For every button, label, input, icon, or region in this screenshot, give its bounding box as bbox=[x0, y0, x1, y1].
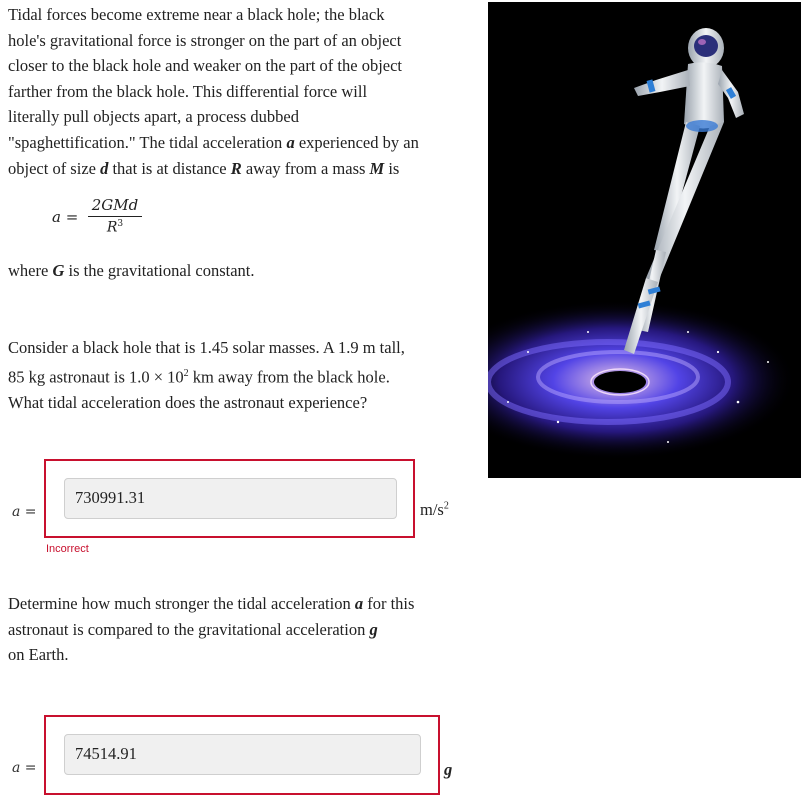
answer2-label: a = bbox=[12, 760, 37, 776]
question2-paragraph bbox=[8, 591, 478, 668]
intro-line: literally pull objects apart, a process dubbed bbox=[8, 107, 299, 127]
intro-line: farther from the black hole. This differential force will bbox=[8, 81, 368, 101]
problem-line: What tidal acceleration does the astronaut experience? bbox=[8, 392, 368, 412]
problem-paragraph bbox=[8, 335, 478, 415]
answer1-status: Incorrect bbox=[46, 543, 89, 555]
intro-line: hole's gravitational force is stronger on the part of an object bbox=[8, 30, 402, 50]
intro-line: Tidal forces become extreme near a black hole; the black bbox=[8, 5, 385, 24]
intro-paragraph bbox=[8, 2, 478, 181]
question2-line: astronaut is compared to the gravitational acceleration g bbox=[8, 619, 378, 639]
equation-denominator: $R^3$ bbox=[106, 219, 124, 236]
question2-line: on Earth. bbox=[8, 645, 69, 665]
problem-line: Consider a black hole that is 1.45 solar masses. A 1.9 m tall, bbox=[8, 338, 405, 357]
question2-line: Determine how much stronger the tidal acceleration a for this bbox=[8, 594, 415, 613]
astronaut bbox=[624, 28, 744, 354]
where-text: where G is the gravitational constant. bbox=[8, 261, 255, 280]
answer1-label: a = bbox=[12, 504, 37, 520]
intro-line: object of size d that is at distance R away from a mass M is bbox=[8, 158, 400, 178]
equation-lhs: a = bbox=[52, 208, 79, 226]
illustration-svg bbox=[488, 2, 801, 478]
problem-line: 85 kg astronaut is $1.0 \times 10^2$ km away from the black hole. bbox=[8, 367, 390, 387]
answer1-input[interactable]: 730991.31 bbox=[64, 478, 397, 519]
intro-line: "spaghettification." The tidal acceleration a experienced by an bbox=[8, 132, 419, 152]
astronaut-black-hole-image bbox=[488, 2, 801, 478]
answer1-unit: $m/s^2$ bbox=[420, 500, 449, 519]
intro-line: closer to the black hole and weaker on the part of the object bbox=[8, 56, 403, 76]
equation-fraction bbox=[88, 196, 142, 236]
answer2-unit: g bbox=[444, 760, 453, 779]
answer2-input[interactable]: 74514.91 bbox=[64, 734, 421, 775]
equation-numerator: 2GMd bbox=[88, 196, 142, 217]
